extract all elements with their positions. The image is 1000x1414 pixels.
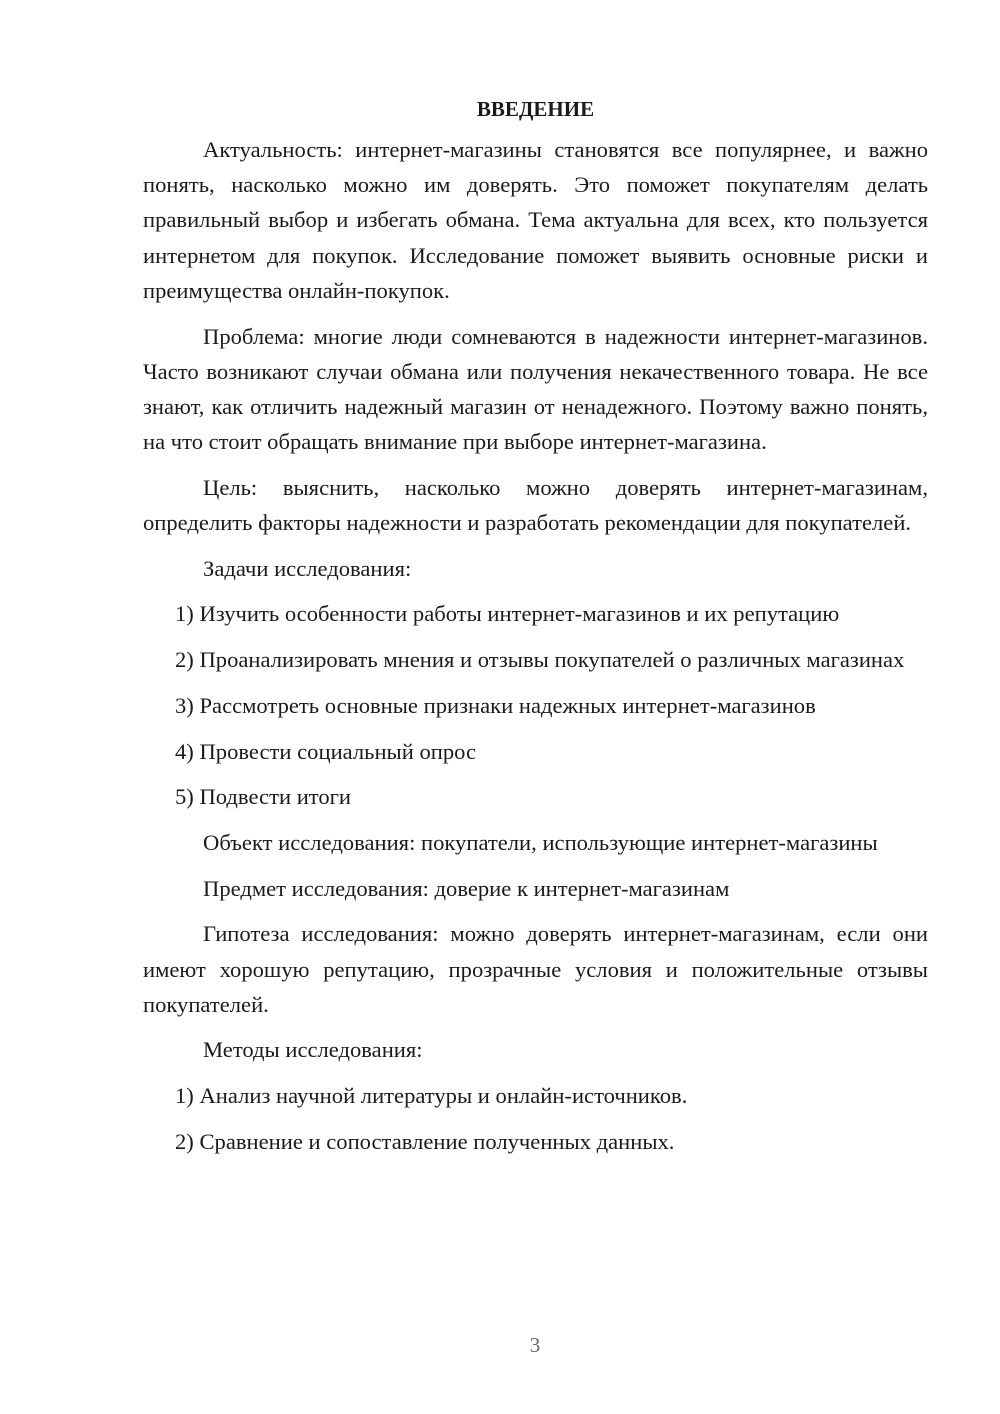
methods-heading: Методы исследования: [203,1037,423,1063]
task-item-3: 3) Рассмотреть основные признаки надежных интернет-магазинов [175,692,816,718]
subject-paragraph: Предмет исследования: доверие к интернет-магазинам [203,875,730,901]
method-item-1: 1) Анализ научной литературы и онлайн-источников. [175,1083,688,1109]
object-paragraph: Объект исследования: покупатели, использующие интернет-магазины [203,829,878,855]
task-item-2: 2) Проанализировать мнения и отзывы покупателей о различных магазинах [175,647,905,673]
task-item-5: 5) Подвести итоги [175,784,352,810]
hypothesis-paragraph: Гипотеза исследования: можно доверять интернет-магазинам, если они имеют хорошую репутацию, прозрачные условия и положительные отзывы покупателей. [143,921,928,1017]
task-item-1: 1) Изучить особенности работы интернет-магазинов и их репутацию [175,601,840,627]
method-item-2: 2) Сравнение и сопоставление полученных данных. [175,1128,675,1154]
relevance-paragraph: Актуальность: интернет-магазины становятся все популярнее, и важно понять, насколько можно им доверять. Это поможет покупателям делать правильный выбор и избегать обмана. Тема актуальна для всех, кто пользуется интернетом для покупок. Исследование поможет выявить основные риски и преимущества онлайн-покупок. [143,137,928,303]
tasks-heading: Задачи исследования: [203,555,412,581]
problem-paragraph: Проблема: многие люди сомневаются в надежности интернет-магазинов. Часто возникают случаи обмана или получения некачественного товара. Не все знают, как отличить надежный магазин от ненадежного. Поэтому важно понять, на что стоит обращать внимание при выборе интернет-магазина. [143,323,928,455]
page-number: 3 [529,1333,541,1357]
goal-paragraph: Цель: выяснить, насколько можно доверять интернет-магазинам, определить факторы надежности и разработать рекомендации для покупателей. [143,474,928,536]
page-title: ВВЕДЕНИЕ [476,97,595,121]
task-item-4: 4) Провести социальный опрос [175,738,477,764]
page-content [143,92,928,1170]
